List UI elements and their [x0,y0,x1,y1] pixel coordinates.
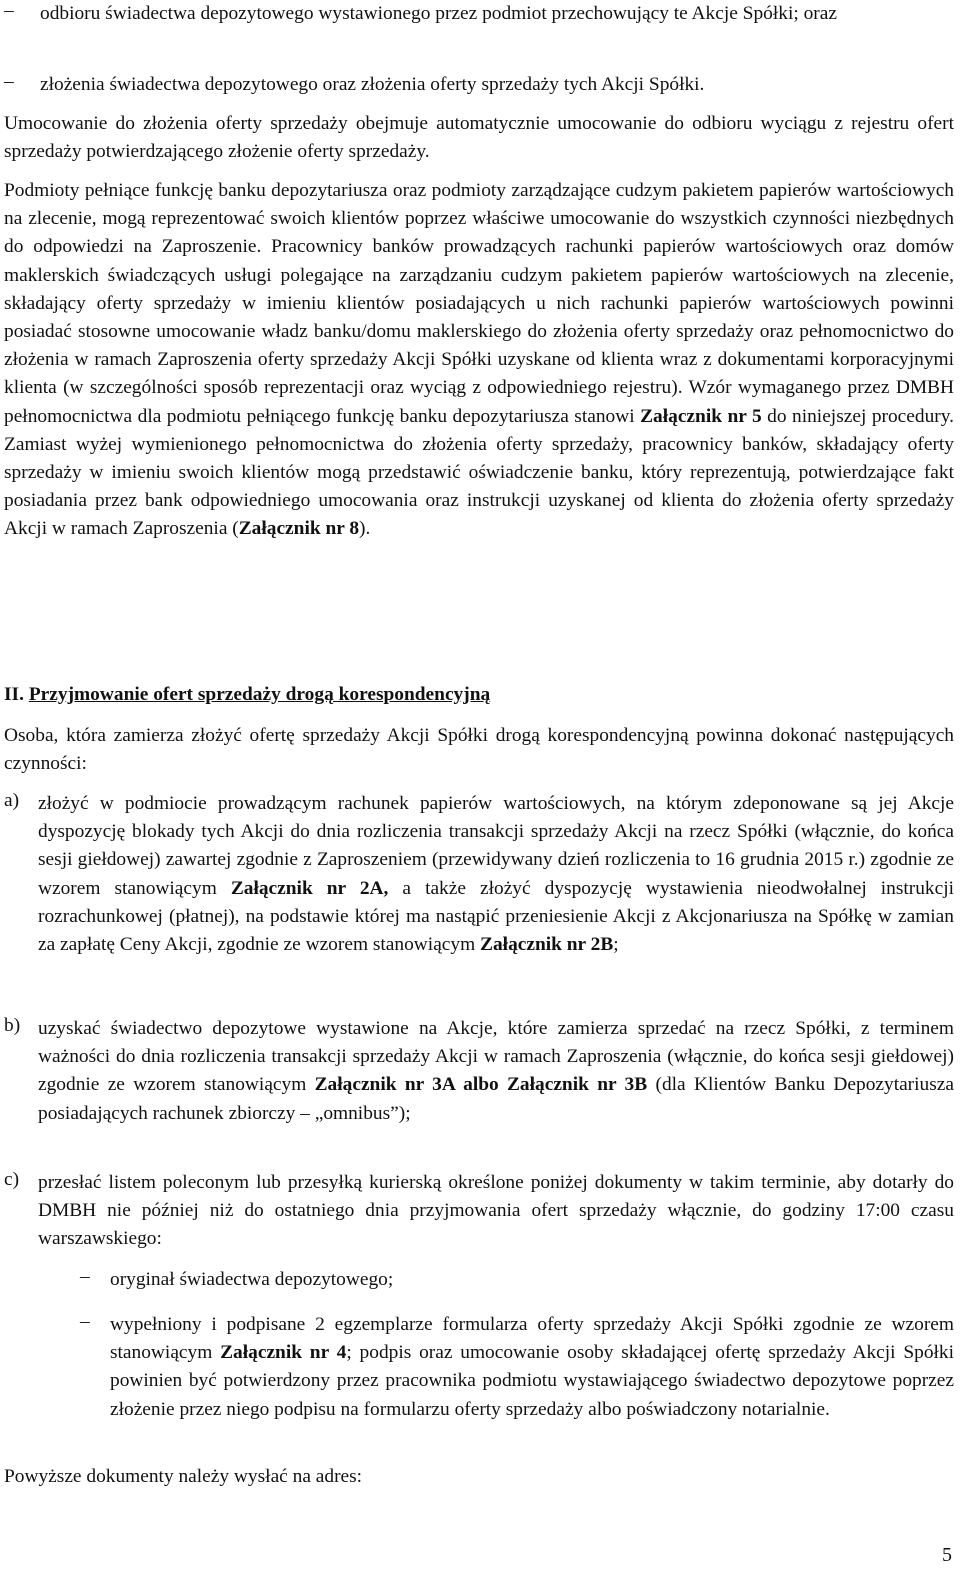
paragraph-intro [4,722,954,778]
list-item-text [38,790,954,959]
list-item-c [4,1169,954,1254]
paragraph-text: Osoba, która zamierza złożyć ofertę sprzedaży Akcji Spółki drogą korespondencyjną powinna dokonać następujących czynności: [4,725,954,775]
text-run: a także złożyć dyspozycję wystawienia nieodwołalnej instrukcji rozrachunkowej (płatnej), na podstawie której ma nastąpić przeniesienie Akcji z Akcjonariusza na Spółkę w zamian za zapłatę Ceny Akcji, zgodnie ze wzorem stanowiącym [38,877,954,956]
dash-item-text: odbioru świadectwa depozytowego wystawionego przez podmiot przechowujący te Akcje Spółki; oraz [40,3,837,24]
dash-bullet: – [80,1311,90,1332]
paragraph-closing [4,1463,954,1491]
paragraph-text: Powyższe dokumenty należy wysłać na adres: [4,1466,363,1487]
list-item [4,71,954,99]
text-run: ; [613,934,619,956]
text-run: wypełniony i podpisane 2 egzemplarze formularza oferty sprzedaży Akcji Spółki zgodnie ze wzorem stanowiącym [110,1314,954,1364]
paragraph-umocowanie [4,110,954,166]
list-item [80,1311,954,1424]
section-heading [4,681,490,709]
paragraph-text: Umocowanie do złożenia oferty sprzedaży obejmuje automatycznie umocowanie do odbioru wyciągu z rejestru ofert sprzedaży potwierdzającego złożenie oferty sprzedaży. [4,113,954,163]
text-run: do niniejszej procedury. Zamiast wyżej wymienionego pełnomocnictwa do złożenia oferty sprzedaży, pracownicy banków, składający oferty sprzedaży w imieniu swoich klientów mogą przedstawić oświadczenie banku, który reprezentują, potwierdzające fakt posiadania przez bank odpowiedniego umocowania oraz instrukcji uzyskanej od klienta do złożenia oferty sprzedaży Akcji w ramach Zaproszenia ( [4,405,955,540]
list-item-a [4,790,954,959]
text-run: uzyskać świadectwo depozytowe wystawione na Akcje, które zamierza sprzedać na rzecz Spółki, z terminem ważności do dnia rozliczenia transakcji sprzedaży Akcji w ramach Zaproszenia (włącznie, do końca sesji giełdowej) zgodnie ze wzorem stanowiącym [38,1018,954,1096]
list-item-text: przesłać listem poleconym lub przesyłką kurierską określone poniżej dokumenty w takim terminie, aby dotarły do DMBH nie później niż do ostatniego dnia przyjmowania ofert sprzedaży włącznie, do godziny 17:00 czasu warszawskiego: [38,1172,954,1250]
text-run: ; podpis oraz umocowanie osoby składającej ofertę sprzedaży Akcji Spółki powinien być potwierdzony przez pracownika podmiotu wystawiającego świadectwo depozytowe poprzez złożenie przez niego podpisu na formularzu oferty sprzedaży albo poświadczony notarialnie. [110,1342,954,1420]
annex-reference: Załącznik nr 3A albo Załącznik nr 3B [314,1074,648,1096]
annex-reference: Załącznik nr 2A, [230,877,389,899]
annex-reference: Załącznik nr 4 [220,1342,347,1364]
list-letter: a) [4,790,20,811]
dash-item-text [110,1311,954,1424]
text-run: ). [359,518,371,540]
text-run: (dla Klientów Banku Depozytariusza posiadających rachunek zbiorczy – „omnibus”); [38,1074,954,1124]
text-run: złożyć w podmiocie prowadzącym rachunek papierów wartościowych, na którym zdeponowane są jej Akcje dyspozycję blokady tych Akcji do dnia rozliczenia transakcji sprzedaży Akcji na rzecz Spółki (włącznie, do końca sesji giełdowej) zawartej zgodnie z Zaproszeniem (przewidywany dzień rozliczenia to 16 grudnia 2015 r.) zgodnie ze wzorem stanowiącym [38,793,954,899]
text-run: Podmioty pełniące funkcję banku depozytariusza oraz podmioty zarządzające cudzym pakietem papierów wartościowych na zlecenie, mogą reprezentować swoich klientów poprzez właściwe umocowanie do wszystkich czynności niezbędnych do odpowiedzi na Zaproszenie. Pracownicy banków prowadzących rachunki papierów wartościowych oraz domów maklerskich świadczących usługi polegające na zarządzaniu cudzym pakietem papierów wartościowych na zlecenie, składający oferty sprzedaży w imieniu klientów posiadających u nich rachunki papierów wartościowych powinni posiadać stosowne umocowanie władz banku/domu maklerskiego do złożenia oferty sprzedaży oraz pełnomocnictwo do złożenia w ramach Zaproszenia oferty sprzedaży Akcji Spółki uzyskane od klienta wraz z dokumentami korporacyjnymi klienta (w szczególności sposób reprezentacji oraz wyciąg z odpowiedniego rejestru). Wzór wymaganego przez DMBH pełnomocnictwa dla podmiotu pełniącego funkcję banku depozytariusza stanowi [4,180,954,427]
list-item-b [4,1015,954,1128]
list-letter: c) [4,1169,20,1190]
list-item [4,0,954,28]
paragraph-podmioty [4,177,954,544]
section-number: II. [4,684,24,705]
dash-item-text: oryginał świadectwa depozytowego; [110,1269,394,1290]
list-item-text [38,1015,954,1128]
annex-reference: Załącznik nr 2B [480,934,614,956]
annex-reference: Załącznik nr 5 [640,405,762,427]
dash-bullet: – [4,71,14,92]
list-item [80,1266,954,1294]
paragraph-text [4,177,954,544]
section-title: Przyjmowanie ofert sprzedaży drogą korespondencyjną [28,684,491,705]
page-number: 5 [942,1544,952,1566]
list-letter: b) [4,1015,21,1036]
dash-bullet: – [4,0,14,21]
annex-reference: Załącznik nr 8 [238,518,360,540]
dash-bullet: – [80,1266,90,1287]
dash-item-text: złożenia świadectwa depozytowego oraz złożenia oferty sprzedaży tych Akcji Spółki. [40,74,705,95]
